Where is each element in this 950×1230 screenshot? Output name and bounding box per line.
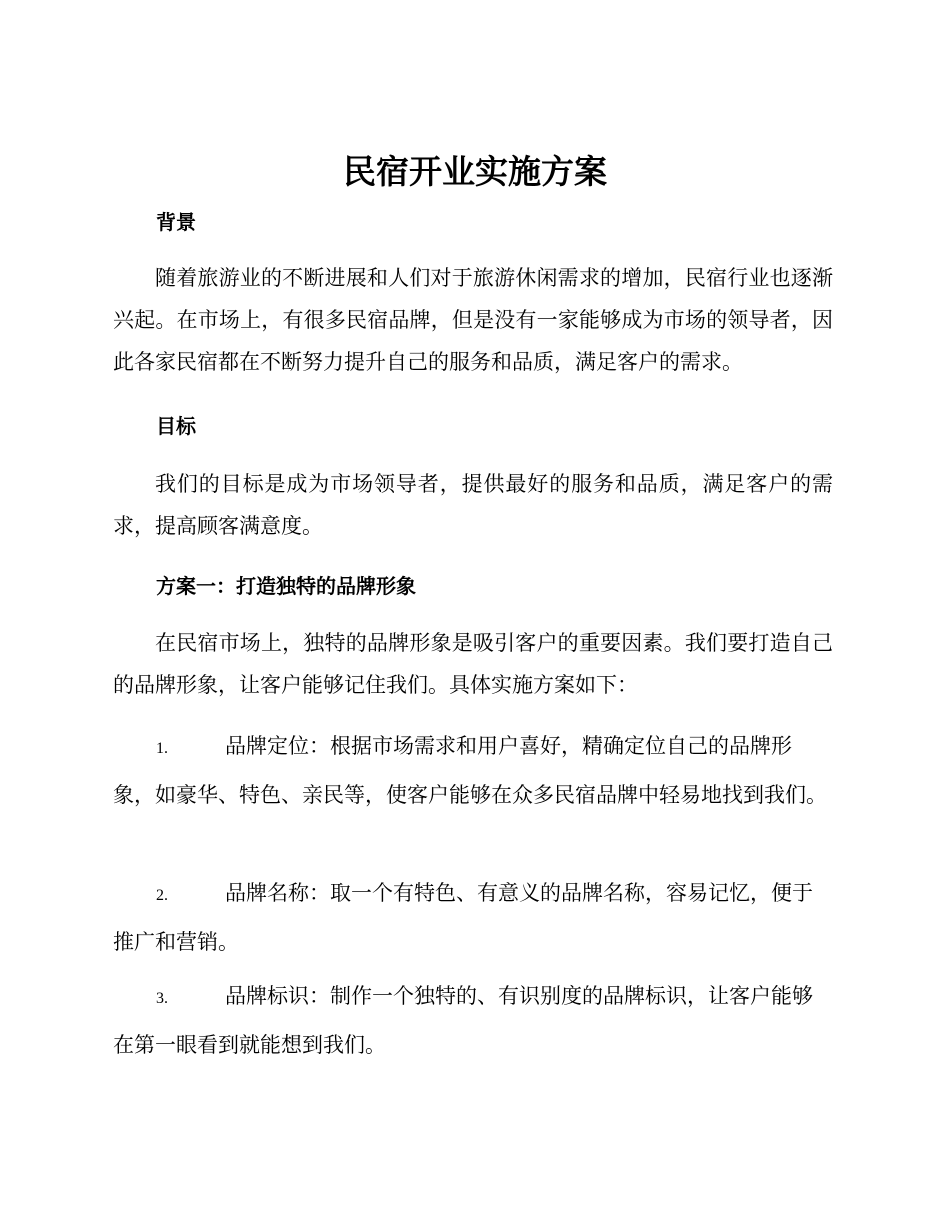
list-item-number: 2. (156, 887, 168, 904)
document-title: 民宿开业实施方案 (343, 152, 607, 191)
list-item-number: 3. (156, 990, 168, 1007)
list-item-text: 品牌标识：制作一个独特的、有识别度的品牌标识，让客户能够在第一眼看到就能想到我们。 (113, 984, 813, 1057)
list-item (113, 870, 833, 965)
background-paragraph: 随着旅游业的不断进展和人们对于旅游休闲需求的增加，民宿行业也逐渐兴起。在市场上，有很多民宿品牌，但是没有一家能够成为市场的领导者，因此各家民宿都在不断努力提升自己的服务和品质，满足客户的需求。 (113, 266, 833, 374)
section-heading-plan1: 方案一：打造独特的品牌形象 (156, 574, 416, 598)
list-item (113, 973, 833, 1068)
goal-paragraph: 我们的目标是成为市场领导者，提供最好的服务和品质，满足客户的需求，提高顾客满意度。 (113, 472, 833, 538)
list-item-text: 品牌名称：取一个有特色、有意义的品牌名称，容易记忆，便于推广和营销。 (113, 881, 813, 954)
plan1-paragraph: 在民宿市场上，独特的品牌形象是吸引客户的重要因素。我们要打造自己的品牌形象，让客户能够记住我们。具体实施方案如下： (113, 631, 833, 697)
list-item (113, 723, 833, 818)
section-heading-goal: 目标 (156, 414, 196, 438)
list-item-text: 品牌定位：根据市场需求和用户喜好，精确定位自己的品牌形象，如豪华、特色、亲民等，使客户能够在众多民宿品牌中轻易地找到我们。 (113, 734, 827, 807)
section-heading-background: 背景 (156, 210, 196, 234)
list-item-number: 1. (156, 740, 168, 757)
